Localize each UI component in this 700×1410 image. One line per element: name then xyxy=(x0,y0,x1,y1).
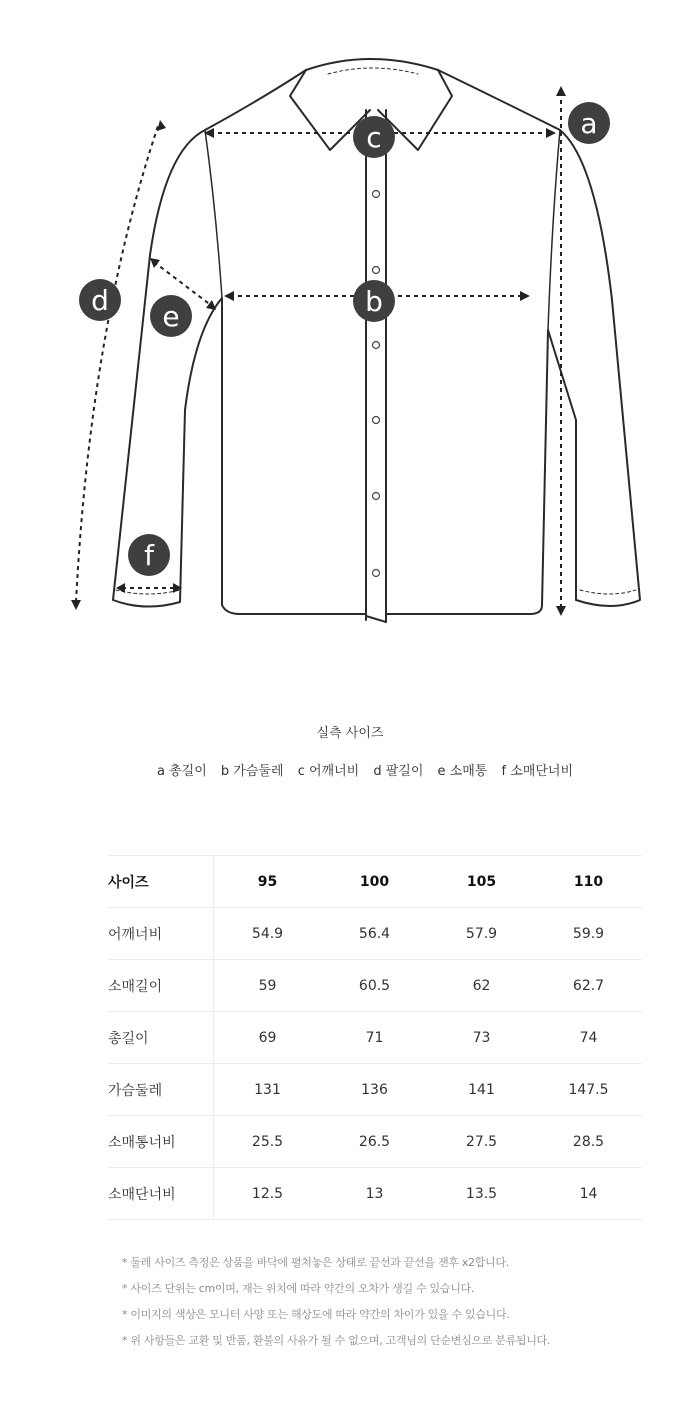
table-cell: 54.9 xyxy=(214,908,322,960)
row-label: 소매통너비 xyxy=(108,1116,214,1168)
table-cell: 141 xyxy=(428,1064,535,1116)
table-cell: 131 xyxy=(214,1064,322,1116)
note-item: * 이미지의 색상은 모니터 사양 또는 해상도에 따라 약간의 차이가 있을 수 있습니다. xyxy=(122,1308,510,1321)
table-cell: 59 xyxy=(214,960,322,1012)
table-cell: 71 xyxy=(321,1012,428,1064)
table-cell: 28.5 xyxy=(535,1116,642,1168)
shirt-measurement-diagram xyxy=(0,0,700,660)
header-label: 사이즈 xyxy=(108,856,214,908)
legend-item-b: b 가슴둘레 xyxy=(220,764,284,779)
table-cell: 12.5 xyxy=(214,1168,322,1220)
table-cell: 27.5 xyxy=(428,1116,535,1168)
note-item: * 둘레 사이즈 측정은 상품을 바닥에 펼쳐놓은 상태로 끝선과 끝선을 잰후 x2합니다. xyxy=(122,1256,509,1269)
note-item: * 사이즈 단위는 cm이며, 재는 위치에 따라 약간의 오차가 생길 수 있습니다. xyxy=(122,1282,475,1295)
svg-text:c: c xyxy=(366,121,382,154)
table-cell: 73 xyxy=(428,1012,535,1064)
legend-item-c: c 어깨너비 xyxy=(297,764,360,779)
row-label: 소매단너비 xyxy=(108,1168,214,1220)
table-cell: 69 xyxy=(214,1012,322,1064)
row-label: 가슴둘레 xyxy=(108,1064,214,1116)
row-label: 소매길이 xyxy=(108,960,214,1012)
measurement-legend xyxy=(0,760,700,779)
table-row xyxy=(108,1064,642,1116)
label-f-marker xyxy=(128,534,170,576)
row-label: 총길이 xyxy=(108,1012,214,1064)
label-a-marker xyxy=(568,102,610,144)
header-size: 95 xyxy=(214,856,322,908)
table-cell: 147.5 xyxy=(535,1064,642,1116)
table-cell: 13 xyxy=(321,1168,428,1220)
note-item: * 위 사항들은 교환 및 반품, 환불의 사유가 될 수 없으며, 고객님의 단순변심으로 분류됩니다. xyxy=(122,1334,551,1347)
size-table xyxy=(108,855,642,1220)
svg-text:b: b xyxy=(365,285,383,318)
table-cell: 62.7 xyxy=(535,960,642,1012)
legend-item-e: e 소매통 xyxy=(437,764,488,779)
table-cell: 60.5 xyxy=(321,960,428,1012)
table-cell: 136 xyxy=(321,1064,428,1116)
row-label: 어깨너비 xyxy=(108,908,214,960)
section-title: 실측 사이즈 xyxy=(316,726,384,741)
svg-text:d: d xyxy=(91,284,109,317)
table-cell: 62 xyxy=(428,960,535,1012)
svg-text:a: a xyxy=(580,107,598,140)
table-row xyxy=(108,1168,642,1220)
legend-item-f: f 소매단너비 xyxy=(501,764,573,779)
header-size: 100 xyxy=(321,856,428,908)
notes-list xyxy=(122,1250,550,1354)
table-cell: 56.4 xyxy=(321,908,428,960)
label-c-marker xyxy=(353,116,395,158)
table-cell: 74 xyxy=(535,1012,642,1064)
table-row xyxy=(108,1012,642,1064)
table-header-row xyxy=(108,856,642,908)
svg-text:f: f xyxy=(144,539,154,572)
table-row xyxy=(108,908,642,960)
legend-item-a: a 총길이 xyxy=(157,764,207,779)
label-e-marker xyxy=(150,295,192,337)
table-cell: 59.9 xyxy=(535,908,642,960)
label-b-marker xyxy=(353,280,395,322)
table-cell: 25.5 xyxy=(214,1116,322,1168)
header-size: 110 xyxy=(535,856,642,908)
svg-text:e: e xyxy=(162,300,180,333)
table-row xyxy=(108,1116,642,1168)
table-row xyxy=(108,960,642,1012)
label-d-marker xyxy=(79,279,121,321)
header-size: 105 xyxy=(428,856,535,908)
table-cell: 57.9 xyxy=(428,908,535,960)
table-cell: 14 xyxy=(535,1168,642,1220)
legend-item-d: d 팔길이 xyxy=(373,764,424,779)
table-cell: 26.5 xyxy=(321,1116,428,1168)
table-cell: 13.5 xyxy=(428,1168,535,1220)
